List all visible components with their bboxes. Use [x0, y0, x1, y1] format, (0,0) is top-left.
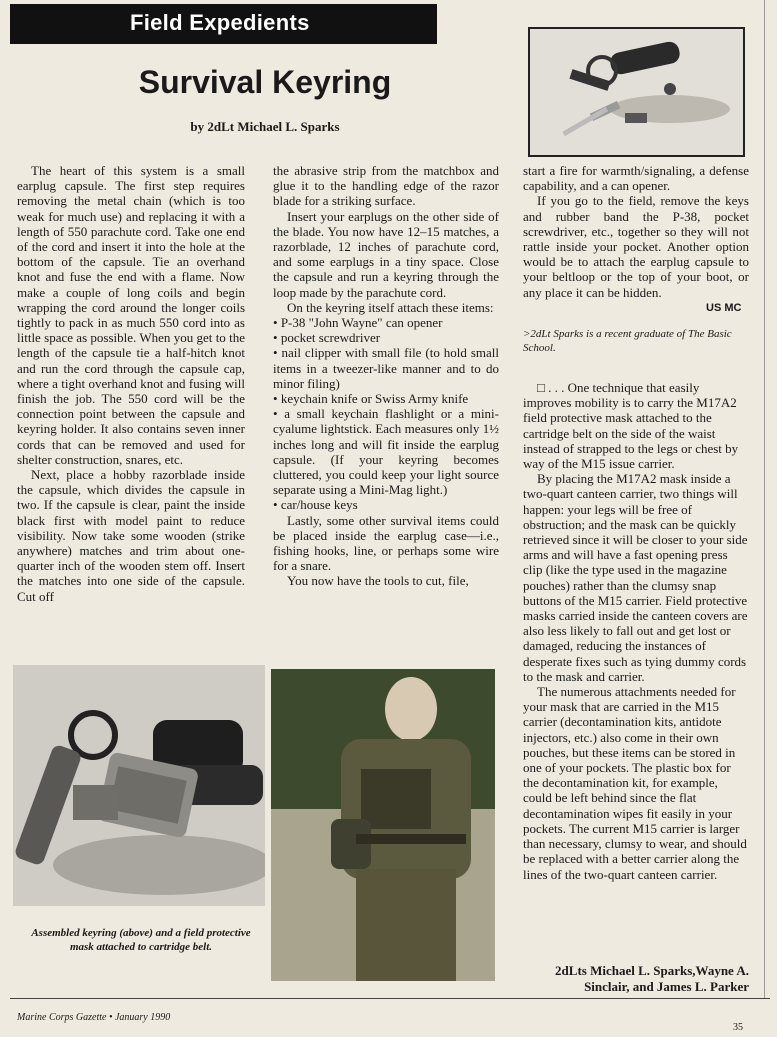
keyring-photo-large [13, 665, 265, 906]
footer-rule [10, 998, 770, 999]
paragraph: start a fire for warmth/signaling, a defense capability, and a can opener. [523, 163, 749, 194]
list-item: • car/house keys [273, 497, 499, 512]
paragraph: On the keyring itself attach these items: [287, 299, 494, 315]
list-item: • nail clipper with small file (to hold small items in a tweezer-like manner and to do minor filing) [273, 345, 499, 391]
page-edge-line [764, 0, 765, 998]
section-banner [10, 4, 437, 44]
author-bio: >2dLt Sparks is a recent graduate of The Basic School. [523, 328, 732, 354]
paragraph: Lastly, some other survival items could be placed inside the earplug case—i.e., fishing hooks, line, or perhaps some wire for a snare. [273, 512, 499, 574]
publication-footer: Marine Corps Gazette • January 1990 [17, 1012, 171, 1023]
list-item: • keychain knife or Swiss Army knife [273, 391, 499, 406]
section-banner-label: Field Expedients [130, 10, 310, 35]
photo-caption: Assembled keyring (above) and a field protective mask attached to cartridge belt. [31, 927, 251, 953]
author-signoff [523, 963, 749, 995]
signoff-line-1: 2dLts Michael L. Sparks,Wayne A. [555, 963, 749, 978]
list-item: • a small keychain flashlight or a mini-cyalume lightstick. Each measures only 1½ inches long and will fit inside the earplug capsule. (If your keyring becomes cluttered, you could keep your light source separate using a Mini-Mag light.) [273, 406, 499, 497]
page-number: 35 [733, 1022, 743, 1033]
column-1 [17, 163, 245, 604]
article-byline: by 2dLt Michael L. Sparks [190, 119, 340, 134]
paragraph: The heart of this system is a small earplug capsule. The first step requires removing the metal chain (which is too weak for much use) and replacing it with a length of 550 parachute cord. Take one end of the cord and insert it into the hole at the bottom of the capsule. Tie an overhand knot and fuse the end with a flame. Now make a couple of long coils and begin wrapping the cord around the longer coils tightly to pack in as much 550 cord into as little space as possible. When you get to the length of the capsule tie a half-hitch knot and run the cord through the capsule cap, where a tight overhand knot and fusing will finish the job. The 550 cord will be the connection point between the capsule and keyring holder. It also contains seven inner cords that can be removed and used for shelter construction, snares, etc. [17, 163, 245, 467]
usmc-end-mark: US MC [706, 302, 742, 314]
list-item: • pocket screwdriver [273, 330, 499, 345]
signoff-line-2: Sinclair, and James L. Parker [584, 979, 749, 994]
paragraph: By placing the M17A2 mask inside a two-quart canteen carrier, two things will happen: your legs will be free of obstruction; and the mask can be quickly retrieved since it will be closer to your side arms and will have a fast opening press clip (like the type used in the magazine pouches) rather than the clumsy snap buttons of the M15 carrier. Field protective masks carried inside the canteen covers are also less likely to fall out and get lost or damaged, reducing the instances of desperate fixes such as tying dummy cords to the mask and carrier. [523, 471, 748, 684]
paragraph: You now have the tools to cut, file, [287, 573, 469, 589]
article-title: Survival Keyring [138, 64, 392, 100]
paragraph: The numerous attachments needed for your mask that are carried in the M15 carrier (decontamination kits, antidote injectors, etc.) also come in their own pouches, but these items can be stored in one of your pockets. The plastic box for the decontamination kit, for example, could be left behind since the flat decontamination wipes fit easily in your pockets. The current M15 carrier is larger than necessary, clumsy to wear, and should be replaced with a better carrier along the lines of the two-quart canteen carrier. [523, 684, 747, 882]
paragraph: Next, place a hobby razorblade inside the capsule, which divides the capsule in two. If the capsule is clear, paint the inside black first with model paint to reduce visibility. Now take some wooden (strike anywhere) matches and trim about one-quarter inch of the wooden stem off. Insert the matches into one side of the capsule. Cut off [17, 467, 245, 604]
paragraph: □ . . . One technique that easily improves mobility is to carry the M17A2 field protective mask attached to the cartridge belt on the side of the waist instead of strapped to the legs or chest by way of the M15 issue carrier. [523, 380, 739, 472]
column-3 [523, 163, 749, 300]
keyring-item-list [273, 315, 499, 513]
paragraph: the abrasive strip from the matchbox and glue it to the handling edge of the razor blade for a striking surface. [273, 163, 499, 209]
column-3-second-item [523, 380, 749, 882]
paragraph: If you go to the field, remove the keys and rubber band the P-38, pocket screwdriver, etc., together so they will not rattle inside your pocket. Another option would be to attach the earplug capsule to your beltloop or the top of your boot, or any place it can be hidden. [523, 193, 749, 300]
column-2 [273, 163, 499, 589]
keyring-photo-small [528, 27, 745, 157]
paragraph: Insert your earplugs on the other side of the blade. You now have 12–15 matches, a razorblade, 12 inches of parachute cord, and some earplugs in a tiny space. Close the capsule and run a keyring through the loop made by the parachute cord. [273, 208, 499, 300]
soldier-photo [271, 669, 495, 981]
list-item: • P-38 "John Wayne" can opener [273, 315, 499, 330]
